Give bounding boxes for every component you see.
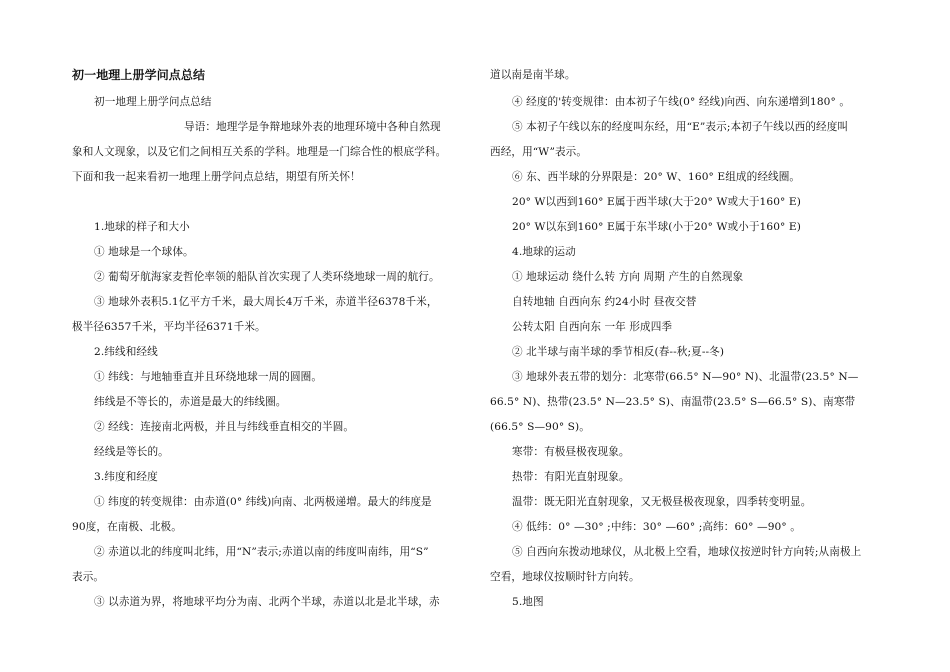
- section-heading: 1.地球的样子和大小: [94, 221, 190, 233]
- text-line: ① 纬度的转变规律：由赤道(0° 纬线)向南、北两极递增。最大的纬度是: [94, 496, 432, 508]
- text-line: 温带：既无阳光直射现象，又无极昼极夜现象，四季转变明显。: [512, 496, 812, 508]
- intro-line: 象和人文现象，以及它们之间相互关系的学科。地理是一门综合性的根底学科。: [72, 146, 447, 158]
- text-line: (66.5° S—90° S)。: [490, 421, 590, 433]
- text-line: ③ 地球外表五带的划分：北寒带(66.5° N—90° N)、北温带(23.5° N—: [512, 371, 859, 383]
- text-line: ⑤ 本初子午线以东的经度叫东经，用“E”表示;本初子午线以西的经度叫: [512, 121, 849, 133]
- section-heading: 3.纬度和经度: [94, 471, 158, 483]
- text-line: ④ 经度的'转变规律：由本初子午线(0° 经线)向西、向东递增到180° 。: [512, 96, 851, 108]
- text-line: ② 赤道以北的纬度叫北纬，用“N”表示;赤道以南的纬度叫南纬，用“S”: [94, 546, 429, 558]
- text-line: ② 北半球与南半球的季节相反(春--秋;夏--冬): [512, 346, 725, 358]
- text-line: ③ 地球外表积5.1亿平方千米，最大周长4万千米，赤道半径6378千米，: [94, 296, 438, 308]
- text-line: 西经，用“W”表示。: [490, 146, 588, 158]
- text-line: 空看，地球仪按顺时针方向转。: [490, 571, 640, 583]
- text-line: 纬线是不等长的，赤道是最大的纬线圈。: [94, 396, 287, 408]
- text-line: ⑥ 东、西半球的分界限是：20° W、160° E组成的经线圈。: [512, 171, 801, 183]
- text-line: ⑤ 自西向东拨动地球仪，从北极上空看，地球仪按逆时针方向转;从南极上: [512, 546, 862, 558]
- section-heading: 2.纬线和经线: [94, 346, 158, 358]
- section-heading: 5.地图: [512, 596, 544, 608]
- text-line: 90度，在南极、北极。: [72, 521, 182, 533]
- intro-line: 导语：地理学是争辩地球外表的地理环境中各种自然现: [184, 121, 441, 133]
- text-line: ① 纬线：与地轴垂直并且环绕地球一周的圆圈。: [94, 371, 323, 383]
- text-line: 20° W以西到160° E属于西半球(大于20° W或大于160° E): [512, 196, 801, 208]
- document-title: 初一地理上册学问点总结: [72, 68, 206, 82]
- text-line: 经线是等长的。: [94, 446, 169, 458]
- text-line: 热带：有阳光直射现象。: [512, 471, 630, 483]
- text-line: ① 地球是一个球体。: [94, 246, 194, 258]
- intro-line: 下面和我一起来看初一地理上册学问点总结，期望有所关怀！: [72, 171, 361, 183]
- text-line: 极半径6357千米，平均半径6371千米。: [72, 321, 266, 333]
- text-line: ① 地球运动 绕什么转 方向 周期 产生的自然现象: [512, 271, 744, 283]
- text-line: ② 葡萄牙航海家麦哲伦率领的船队首次实现了人类环绕地球一周的航行。: [94, 271, 440, 283]
- text-line: 道以南是南半球。: [490, 69, 576, 81]
- text-line: 66.5° N)、热带(23.5° N—23.5° S)、南温带(23.5° S—66.5° S)、南寒带: [490, 396, 856, 408]
- text-line: ④ 低纬：0° —30° ;中纬：30° —60° ;高纬：60° —90° 。: [512, 521, 801, 533]
- section-heading: 4.地球的运动: [512, 246, 576, 258]
- text-line: ② 经线：连接南北两极，并且与纬线垂直相交的半圆。: [94, 421, 355, 433]
- text-line: 20° W以东到160° E属于东半球(小于20° W或小于160° E): [512, 221, 801, 233]
- text-line: 表示。: [72, 571, 105, 583]
- text-line: 自转地轴 自西向东 约24小时 昼夜交替: [512, 296, 697, 308]
- text-line: 公转太阳 自西向东 一年 形成四季: [512, 321, 673, 333]
- text-line: 寒带：有极昼极夜现象。: [512, 446, 630, 458]
- text-line: ③ 以赤道为界，将地球平均分为南、北两个半球，赤道以北是北半球，赤: [94, 596, 440, 608]
- subtitle-line: 初一地理上册学问点总结: [94, 96, 212, 108]
